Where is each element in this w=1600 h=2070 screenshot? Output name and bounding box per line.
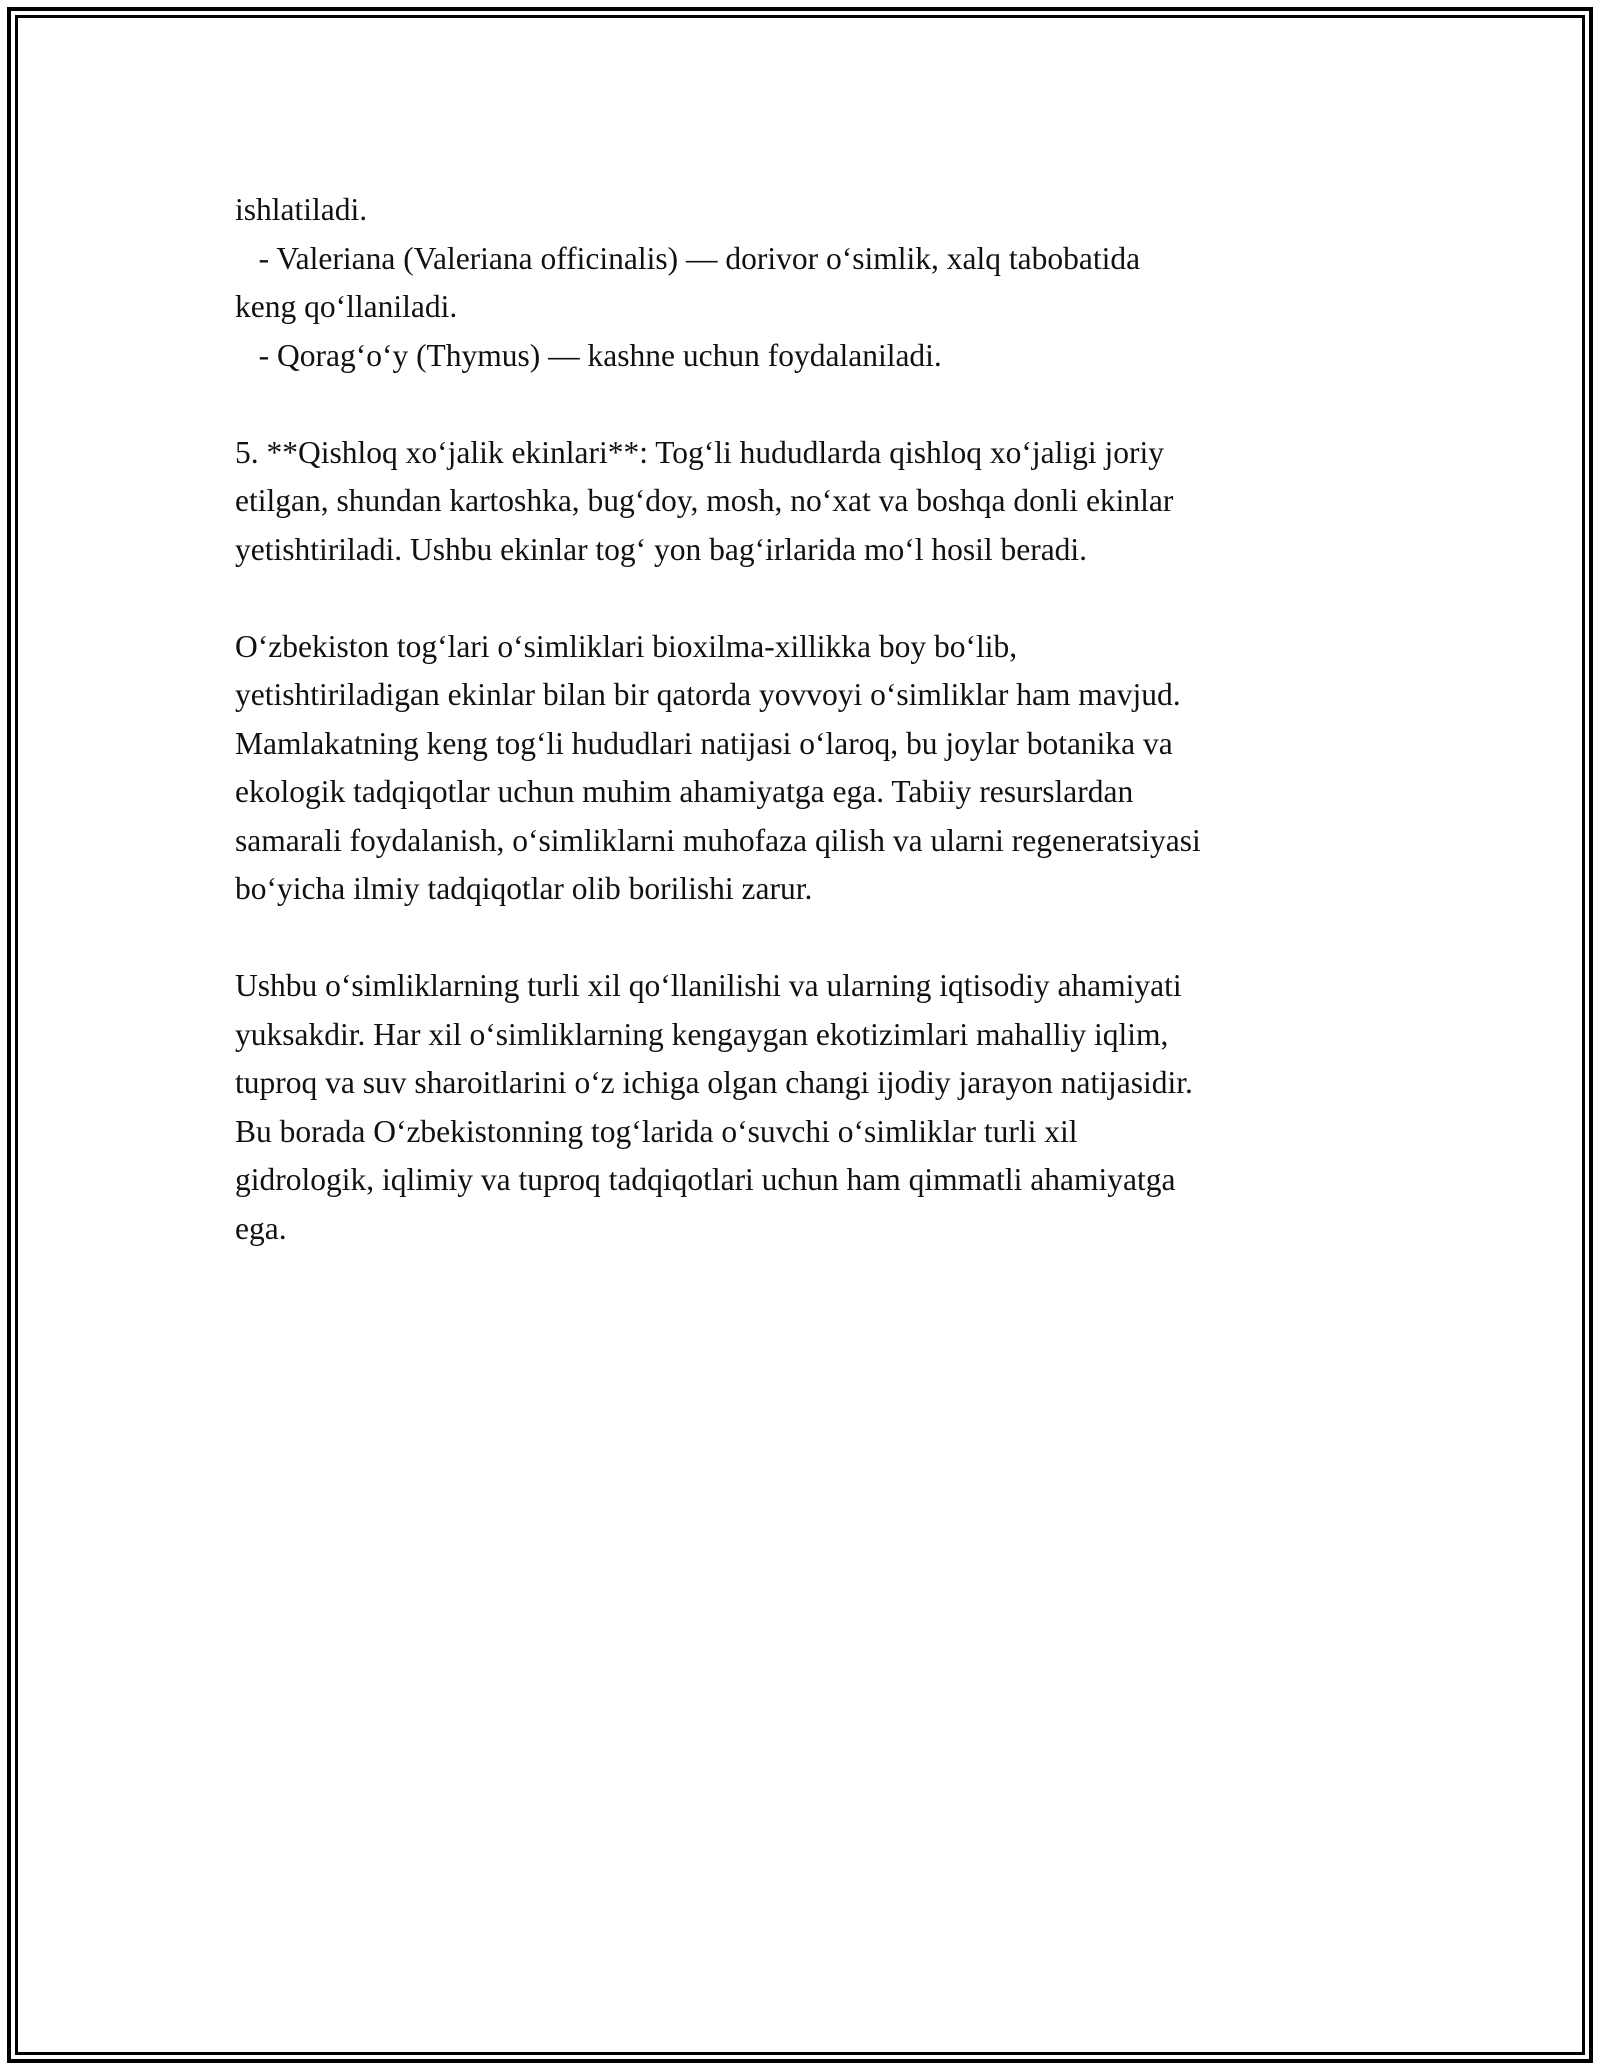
list-item-qoragoy: - Qorag‘o‘y (Thymus) — kashne uchun foydalaniladi.: [235, 337, 942, 373]
list-continuation: [235, 186, 1385, 380]
paragraph-economic-importance: [235, 962, 1385, 1253]
text-line: ega.: [235, 1210, 287, 1246]
text-line: yuksakdir. Har xil o‘simliklarning kengaygan ekotizimlari mahalliy iqlim,: [235, 1016, 1169, 1052]
text-line: 5. **Qishloq xo‘jalik ekinlari**: Tog‘li hududlarda qishloq xo‘jaligi joriy: [235, 434, 1164, 470]
paragraph-spacer: [235, 574, 1385, 623]
list-item-valeriana: - Valeriana (Valeriana officinalis) — dorivor o‘simlik, xalq tabobatida: [235, 240, 1141, 276]
text-line: etilgan, shundan kartoshka, bug‘doy, mosh, no‘xat va boshqa donli ekinlar: [235, 483, 1174, 518]
text-line: tuproq va suv sharoitlarini o‘z ichiga olgan changi ijodiy jarayon natijasidir.: [235, 1065, 1193, 1100]
paragraph-agricultural-crops: [235, 429, 1385, 575]
paragraph-spacer: [235, 914, 1385, 963]
text-line: samarali foydalanish, o‘simliklarni muhofaza qilish va ularni regeneratsiyasi: [235, 822, 1201, 858]
text-line: Mamlakatning keng tog‘li hududlari natijasi o‘laroq, bu joylar botanika va: [235, 725, 1173, 761]
paragraph-spacer: [235, 380, 1385, 429]
text-line: ishlatiladi.: [235, 192, 368, 227]
text-line: keng qo‘llaniladi.: [235, 289, 458, 324]
document-body: [235, 186, 1385, 1253]
text-line: bo‘yicha ilmiy tadqiqotlar olib borilishi zarur.: [235, 871, 813, 906]
text-line: O‘zbekiston tog‘lari o‘simliklari bioxilma-xillikka boy bo‘lib,: [235, 628, 1018, 664]
text-line: Bu borada O‘zbekistonning tog‘larida o‘suvchi o‘simliklar turli xil: [235, 1113, 1078, 1149]
text-line: ekologik tadqiqotlar uchun muhim ahamiyatga ega. Tabiiy resurslardan: [235, 774, 1134, 809]
paragraph-biodiversity: [235, 623, 1385, 914]
text-line: gidrologik, iqlimiy va tuproq tadqiqotlari uchun ham qimmatli ahamiyatga: [235, 1162, 1176, 1197]
text-line: Ushbu o‘simliklarning turli xil qo‘llanilishi va ularning iqtisodiy ahamiyati: [235, 968, 1182, 1003]
text-line: yetishtiriladigan ekinlar bilan bir qatorda yovvoyi o‘simliklar ham mavjud.: [235, 677, 1181, 712]
text-line: yetishtiriladi. Ushbu ekinlar tog‘ yon bag‘irlarida mo‘l hosil beradi.: [235, 531, 1088, 567]
